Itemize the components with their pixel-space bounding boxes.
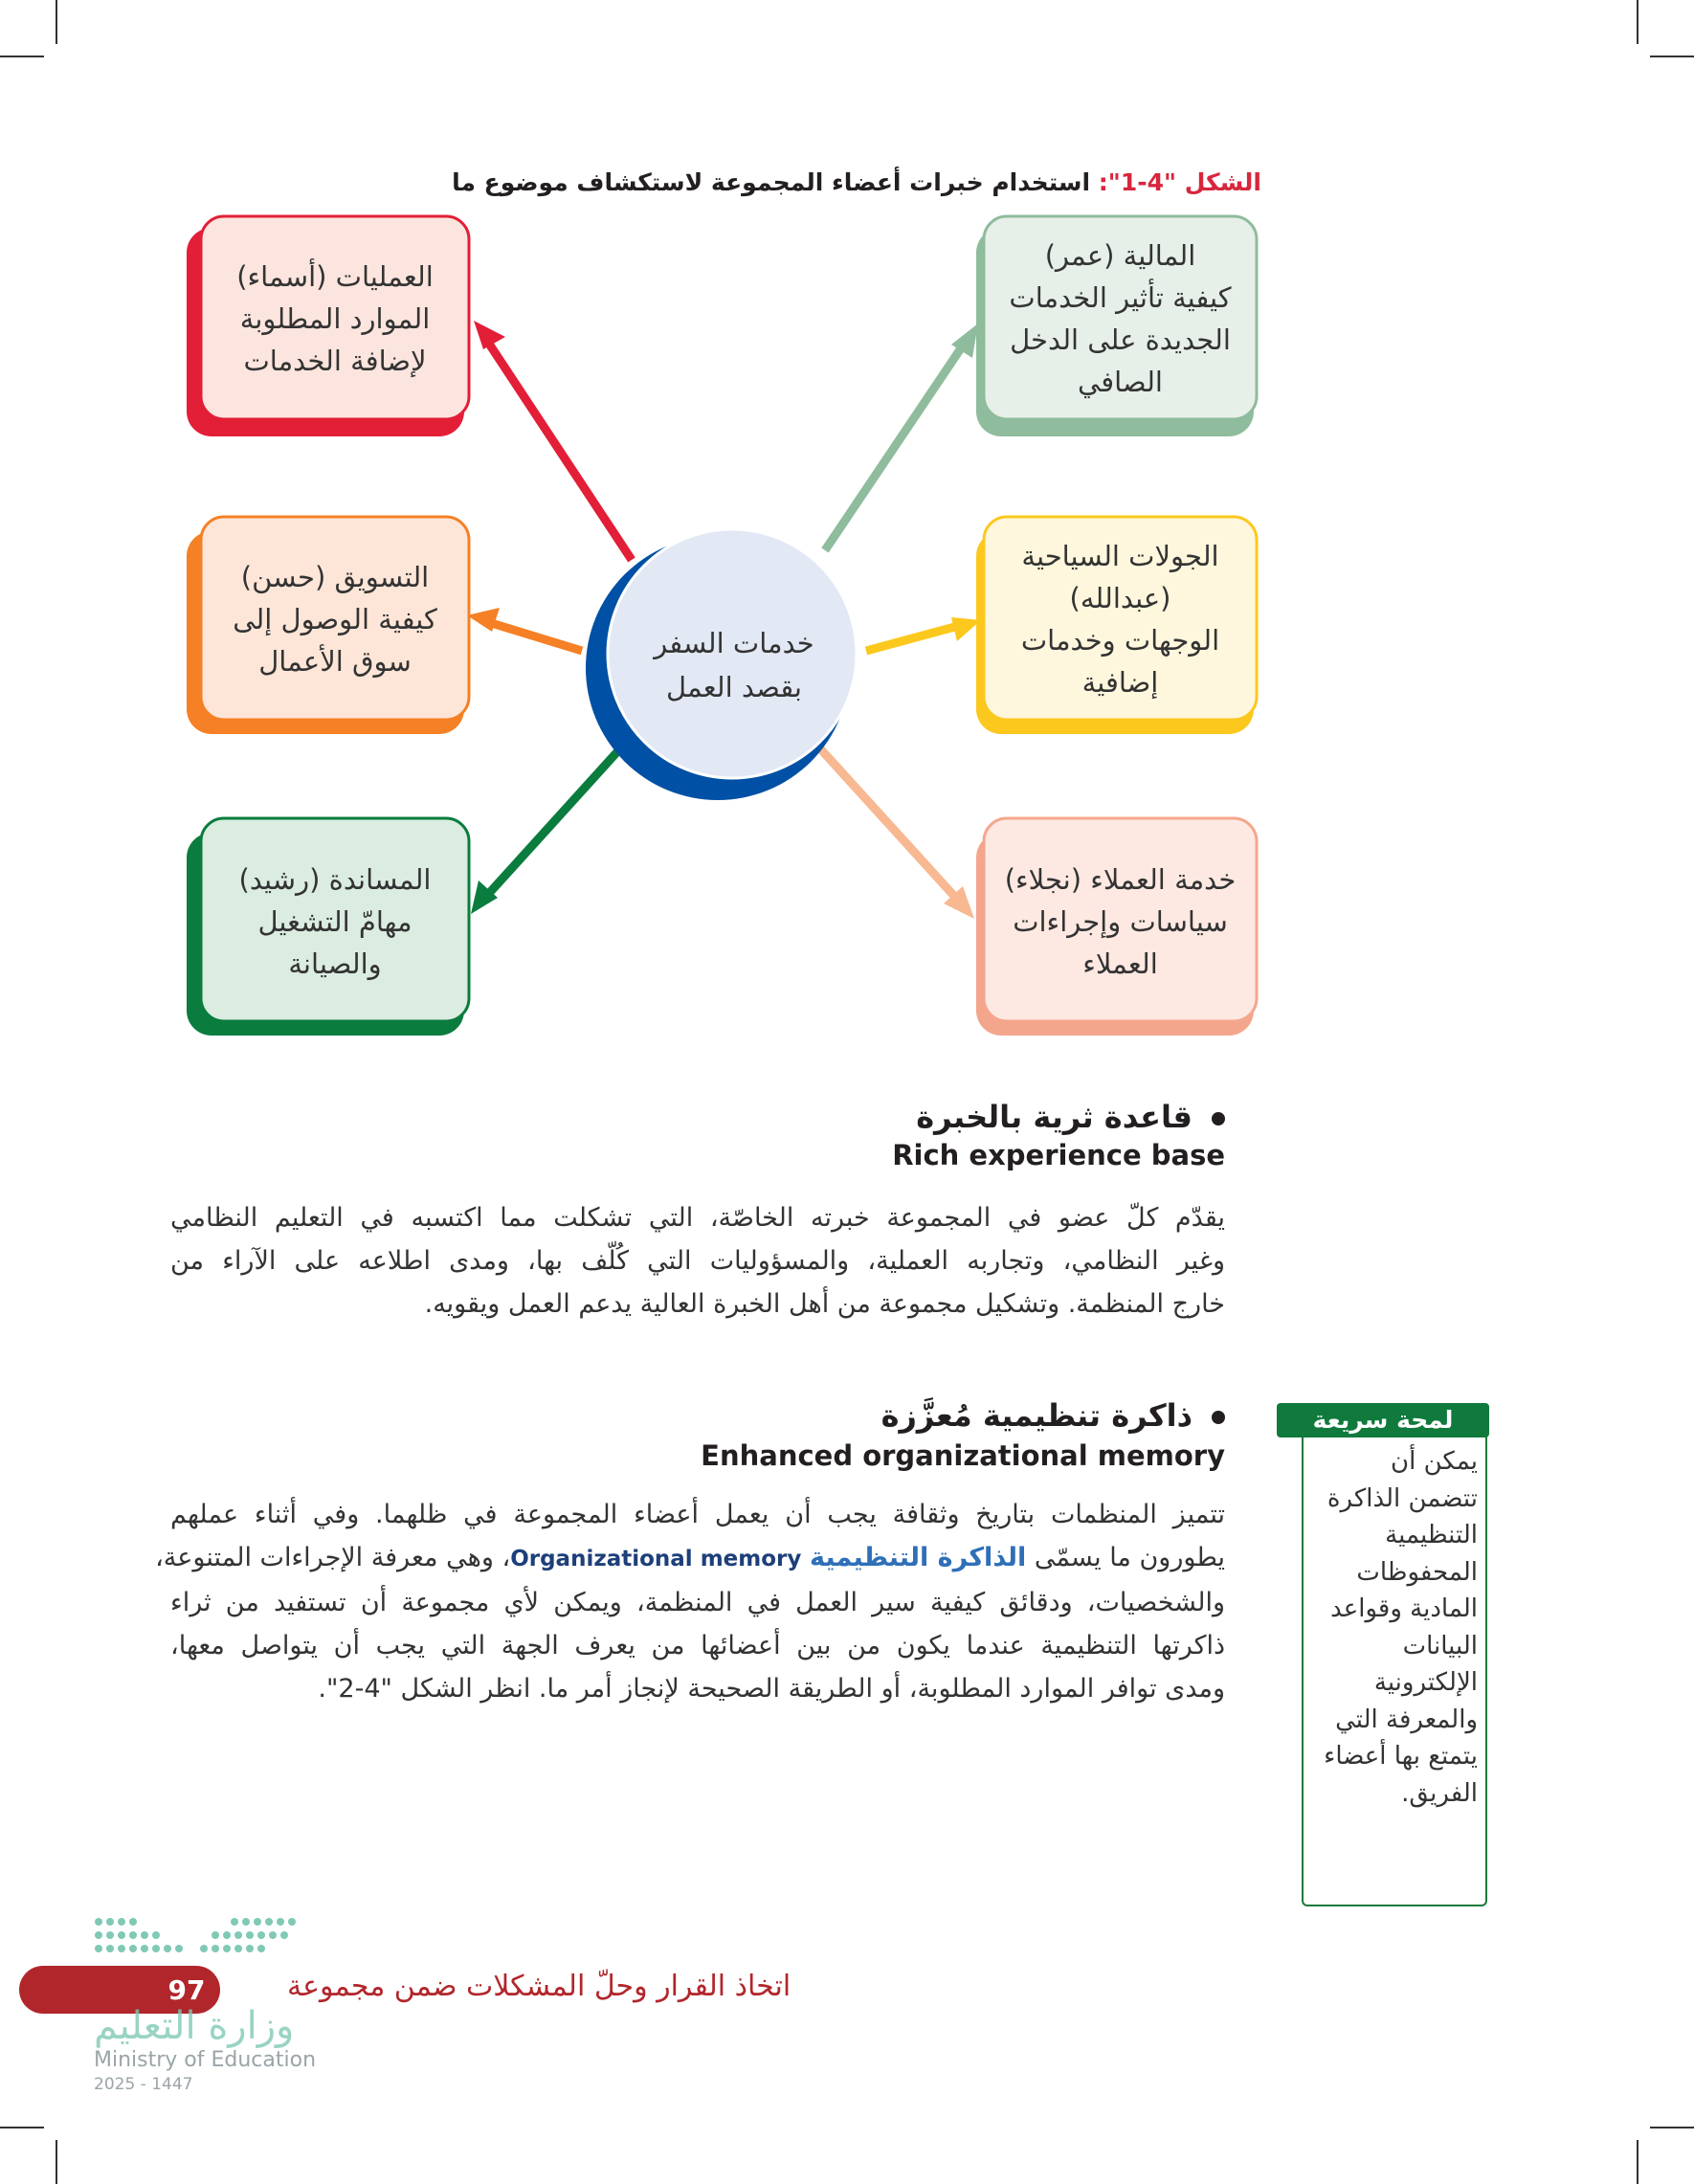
edition-year: 2025 - 1447 bbox=[94, 2075, 193, 2094]
term-organizational-memory-en: Organizational memory bbox=[510, 1547, 802, 1571]
sidebar-line: البيانات bbox=[1402, 1631, 1478, 1660]
paragraph-line: ومدى توافر الموارد المطلوبة، أو الطريقة الصحيحة لإنجاز أمر ما. انظر الشكل "4-2". bbox=[318, 1674, 1225, 1704]
sidebar-line: التنظيمية bbox=[1385, 1521, 1478, 1549]
section-title-en: Enhanced organizational memory bbox=[701, 1439, 1225, 1472]
node-line: والصيانة bbox=[288, 947, 382, 980]
term-organizational-memory: الذاكرة التنظيمية bbox=[809, 1543, 1027, 1572]
section-rich-experience-body bbox=[170, 1196, 1225, 1326]
arrow-operations bbox=[474, 321, 632, 560]
section-rich-experience-heading bbox=[892, 1099, 1225, 1171]
crop-mark bbox=[0, 2127, 44, 2128]
sidebar-line: تتضمن الذاكرة bbox=[1326, 1483, 1478, 1513]
section-org-memory-body bbox=[155, 1493, 1225, 1710]
page-number: 97 bbox=[167, 1974, 206, 2006]
node-customer bbox=[989, 823, 1252, 1019]
paragraph-line bbox=[155, 1536, 1225, 1581]
ministry-name-en: Ministry of Education bbox=[94, 2048, 317, 2072]
node-line: لإضافة الخدمات bbox=[243, 344, 427, 377]
paragraph-line: والشخصيات، ودقائق كيفية سير العمل في المنظمة، ويمكن لأي مجموعة أن تستفيد من ثراء bbox=[170, 1588, 1225, 1617]
sidebar-line: يتمتع بها أعضاء bbox=[1324, 1742, 1478, 1771]
sidebar-line: الفريق. bbox=[1401, 1778, 1478, 1808]
sidebar-line: يمكن أن bbox=[1391, 1447, 1478, 1476]
node-operations bbox=[206, 220, 464, 416]
quick-glance-tab: لمحة سريعة bbox=[1277, 1403, 1489, 1437]
node-line: إضافية bbox=[1081, 665, 1159, 699]
node-line: (عبدالله) bbox=[1069, 581, 1171, 614]
node-line: كيفية تأثير الخدمات bbox=[1009, 280, 1232, 314]
node-line: سوق الأعمال bbox=[258, 644, 412, 678]
ministry-logo-dots-icon bbox=[91, 1914, 301, 1964]
paragraph-line: خارج المنظمة. وتشكيل مجموعة من أهل الخبرة العالية يدعم العمل ويقويه. bbox=[424, 1289, 1225, 1319]
paragraph-line: ذاكرتها التنظيمية عندما يكون من بين أعضائها من يعرف الجهة التي يجب أن يتواصل معها، bbox=[170, 1631, 1225, 1660]
node-line: التسويق (حسن) bbox=[240, 560, 430, 593]
text-run: ، وهي معرفة الإجراءات المتنوعة، bbox=[155, 1543, 511, 1572]
paragraph-line: تتميز المنظمات بتاريخ وثقافة يجب أن يعمل أعضاء المجموعة في ظلهما. وفي أثناء عملهم bbox=[170, 1500, 1225, 1529]
node-line: الصافي bbox=[1078, 365, 1163, 398]
sidebar-line: المادية وقواعد bbox=[1330, 1594, 1478, 1623]
figure-label: الشكل "4-1": bbox=[1098, 168, 1261, 196]
node-line: العملاء bbox=[1082, 947, 1158, 980]
center-label-line: بقصد العمل bbox=[666, 671, 802, 703]
node-line: سياسات وإجراءات bbox=[1013, 904, 1228, 938]
section-title bbox=[701, 1397, 1225, 1434]
node-line: الجديدة على الدخل bbox=[1010, 323, 1231, 356]
node-finance bbox=[989, 220, 1252, 416]
paragraph-line: يقدّم كلّ عضو في المجموعة خبرته الخاصّة، التي تشكلت مما اكتسبه في التعليم النظامي bbox=[170, 1203, 1225, 1233]
crop-mark bbox=[1650, 2127, 1694, 2128]
node-line: العمليات (أسماء) bbox=[236, 259, 434, 293]
ministry-name-ar: وزارة التعليم bbox=[94, 2004, 295, 2048]
node-line: المساندة (رشيد) bbox=[238, 862, 432, 896]
chapter-title: اتخاذ القرار وحلّ المشكلات ضمن مجموعة bbox=[287, 1970, 791, 2003]
node-line: مهامّ التشغيل bbox=[257, 904, 412, 938]
text-run: يطورون ما يسمّى bbox=[1034, 1543, 1225, 1572]
section-title-en: Rich experience base bbox=[892, 1139, 1225, 1171]
arrow-support bbox=[471, 747, 622, 914]
arrow-customer bbox=[818, 747, 974, 919]
section-title-text: ذاكرة تنظيمية مُعزَّزة bbox=[880, 1397, 1192, 1434]
node-support bbox=[206, 823, 464, 1019]
node-line: الوجهات وخدمات bbox=[1020, 623, 1220, 657]
arrow-marketing bbox=[467, 608, 582, 651]
paragraph-line: وغير النظامي، وتجاربه العملية، والمسؤوليات التي كُلّف بها، ومدى اطلاعه على الآراء من bbox=[170, 1246, 1225, 1276]
sidebar-line: المحفوظات bbox=[1356, 1557, 1478, 1587]
center-label-line: خدمات السفر bbox=[654, 627, 814, 659]
node-tours bbox=[989, 521, 1252, 717]
node-line: الجولات السياحية bbox=[1021, 539, 1219, 572]
arrow-finance bbox=[825, 323, 978, 550]
section-org-memory-heading bbox=[701, 1397, 1225, 1472]
sidebar-line: والمعرفة التي bbox=[1335, 1705, 1478, 1734]
crop-mark bbox=[56, 2140, 57, 2184]
node-line: الموارد المطلوبة bbox=[239, 301, 431, 335]
node-line: المالية (عمر) bbox=[1044, 238, 1196, 272]
section-title bbox=[892, 1099, 1225, 1135]
figure-title: استخدام خبرات أعضاء المجموعة لاستكشاف موضوع ما bbox=[452, 168, 1091, 196]
center-label bbox=[595, 598, 873, 732]
sidebar-line: الإلكترونية bbox=[1373, 1668, 1478, 1697]
quick-glance-box bbox=[1302, 1407, 1487, 1906]
node-line: خدمة العملاء (نجلاء) bbox=[1004, 862, 1237, 896]
crop-mark bbox=[1637, 2140, 1638, 2184]
node-marketing bbox=[206, 521, 464, 717]
section-title-text: قاعدة ثرية بالخبرة bbox=[916, 1099, 1192, 1135]
bullet-icon bbox=[1212, 1112, 1225, 1125]
arrow-tours bbox=[866, 617, 981, 651]
node-line: كيفية الوصول إلى bbox=[233, 602, 437, 635]
bullet-icon bbox=[1212, 1411, 1225, 1424]
